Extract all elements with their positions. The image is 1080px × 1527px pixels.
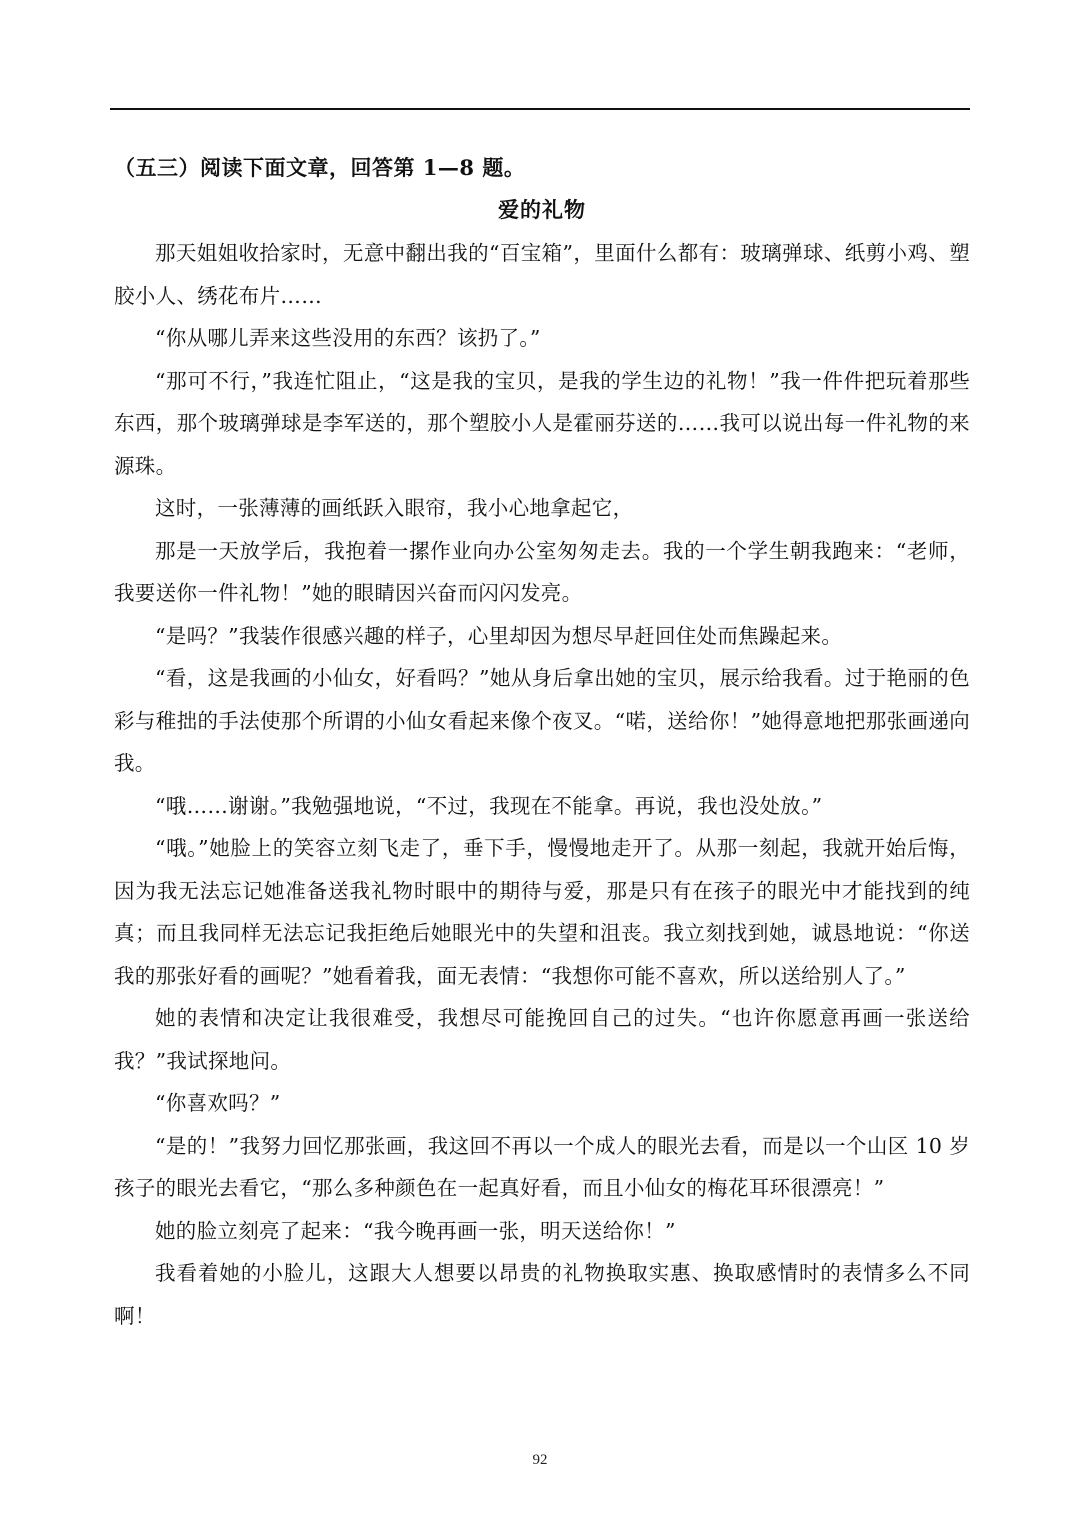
paragraph-10: 她的表情和决定让我很难受，我想尽可能挽回自己的过失。“也许你愿意再画一张送给我？”我试探地问。 [114,1006,970,1073]
paragraph-7: “看，这是我画的小仙女，好看吗？”她从身后拿出她的宝贝，展示给我看。过于艳丽的色彩与稚拙的手法使那个所谓的小仙女看起来像个夜叉。“喏，送给你！”她得意地把那张画递向我。 [114,666,970,775]
paragraph-9: “哦。”她脸上的笑容立刻飞走了，垂下手，慢慢地走开了。从那一刻起，我就开始后悔，因为我无法忘记她准备送我礼物时眼中的期待与爱，那是只有在孩子的眼光中才能找到的纯真；而且我同样无法忘记我拒绝后她眼光中的失望和沮丧。我立刻找到她，诚恳地说：“你送我的那张好看的画呢？”她看着我，面无表情：“我想你可能不喜欢，所以送给别人了。” [114,836,970,988]
paragraph-1: 那天姐姐收拾家时，无意中翻出我的“百宝箱”，里面什么都有：玻璃弹球、纸剪小鸡、塑胶小人、绣花布片…… [114,241,970,308]
paragraph-4: 这时，一张薄薄的画纸跃入眼帘，我小心地拿起它， [155,496,634,520]
paragraph-5: 那是一天放学后，我抱着一摞作业向办公室匆匆走去。我的一个学生朝我跑来：“老师，我要送你一件礼物！”她的眼睛因兴奋而闪闪发亮。 [114,538,970,605]
paragraph-6: “是吗？”我装作很感兴趣的样子，心里却因为想尽早赶回住处而焦躁起来。 [155,623,843,648]
paragraph-3: “那可不行，”我连忙阻止，“这是我的宝贝，是我的学生边的礼物！”我一件件把玩着那些东西，那个玻璃弹球是李军送的，那个塑胶小人是霍丽芬送的……我可以说出每一件礼物的来源珠。 [114,368,970,478]
paragraph-12: “是的！”我努力回忆那张画，我这回不再以一个成人的眼光去看，而是以一个山区 10 岁孩子的眼光去看它，“那么多种颜色在一起真好看，而且小仙女的梅花耳环很漂亮！” [114,1133,970,1200]
paragraph-2: “你从哪儿弄来这些没用的东西？该扔了。” [155,326,541,350]
article-title: 爱的礼物 [498,197,586,222]
page-number: 92 [532,1452,548,1468]
paragraph-14: 我看着她的小脸儿，这跟大人想要以昂贵的礼物换取实惠、换取感情时的表情多么不同啊！ [114,1261,970,1328]
header-rule [110,108,970,110]
paragraph-11: “你喜欢吗？” [155,1091,281,1115]
paragraph-8: “哦……谢谢。”我勉强地说，“不过，我现在不能拿。再说，我也没处放。” [155,793,823,818]
page-content [114,148,970,1337]
section-heading: （五三）阅读下面文章，回答第 1—8 题。 [114,155,526,180]
paragraph-13: 她的脸立刻亮了起来：“我今晚再画一张，明天送给你！” [155,1218,676,1243]
